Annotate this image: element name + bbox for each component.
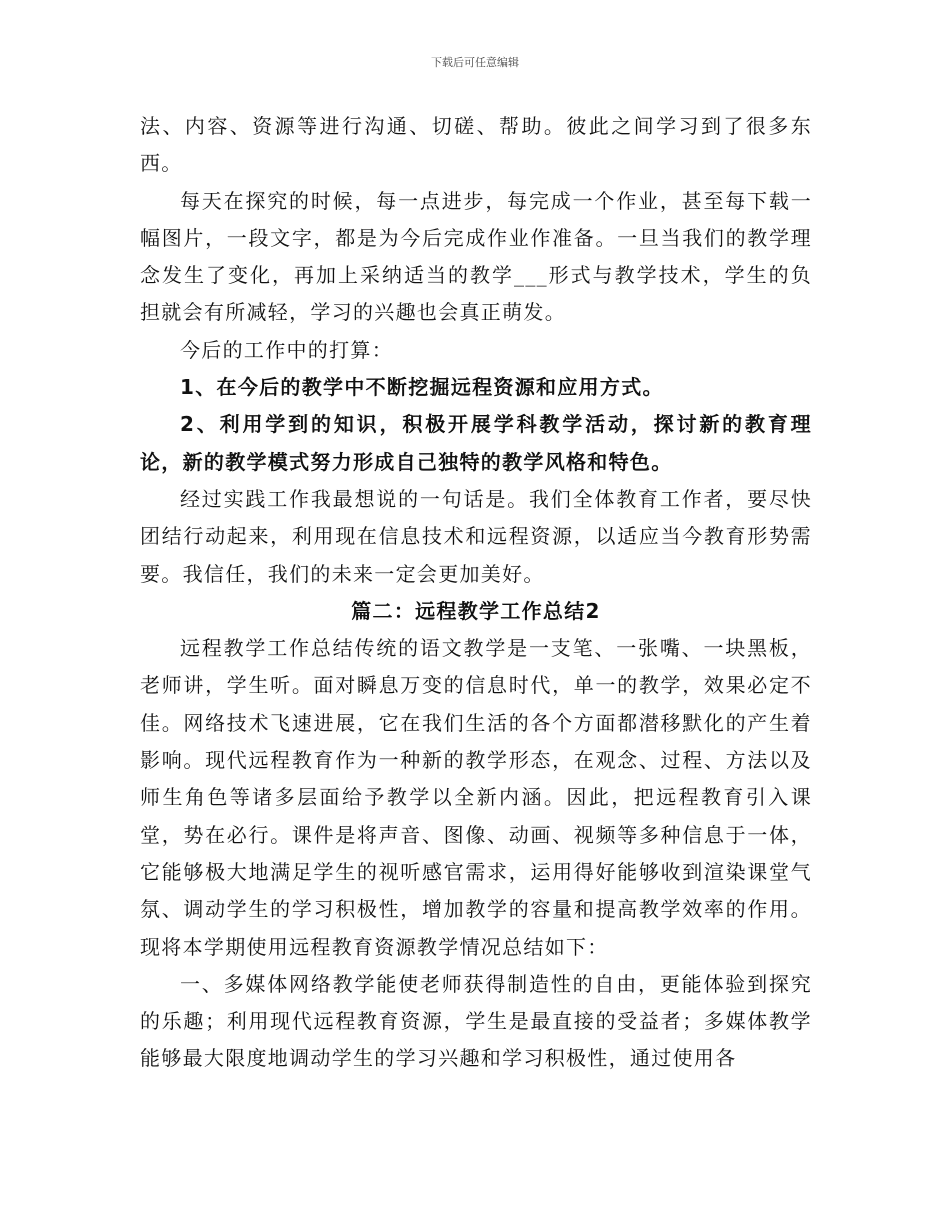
plan-item-2: 2、利用学到的知识，积极开展学科教学活动，探讨新的教育理论，新的教学模式努力形成自己独特的教学风格和特色。 bbox=[140, 412, 812, 474]
paragraph: 今后的工作中的打算： bbox=[180, 337, 393, 362]
paragraph: 经过实践工作我最想说的一句话是。我们全体教育工作者，要尽快团结行动起来，利用现在信息技术和远程资源，以适应当今教育形势需要。我信任，我们的未来一定会更加美好。 bbox=[140, 486, 812, 586]
document-body bbox=[140, 108, 812, 1078]
section-heading: 篇二：远程教学工作总结2 bbox=[351, 598, 601, 623]
paragraph: 远程教学工作总结传统的语文教学是一支笔、一张嘴、一块黑板，老师讲，学生听。面对瞬息万变的信息时代，单一的教学，效果必定不佳。网络技术飞速进展，它在我们生活的各个方面都潜移默化的产生着影响。现代远程教育作为一种新的教学形态，在观念、过程、方法以及师生角色等诸多层面给予教学以全新内涵。因此，把远程教育引入课堂，势在必行。课件是将声音、图像、动画、视频等多种信息于一体，它能够极大地满足学生的视听感官需求，运用得好能够收到渲染课堂气氛、调动学生的学习积极性，增加教学的容量和提高教学效率的作用。现将本学期使用远程教育资源教学情况总结如下： bbox=[140, 636, 812, 959]
paragraph: 一、多媒体网络教学能使老师获得制造性的自由，更能体验到探究的乐趣；利用现代远程教育资源，学生是最直接的受益者；多媒体教学能够最大限度地调动学生的学习兴趣和学习积极性，通过使用各 bbox=[140, 971, 812, 1071]
plan-item-1: 1、在今后的教学中不断挖掘远程资源和应用方式。 bbox=[180, 375, 664, 400]
paragraph: 每天在探究的时候，每一点进步，每完成一个作业，甚至每下载一幅图片，一段文字，都是为今后完成作业作准备。一旦当我们的教学理念发生了变化，再加上采纳适当的教学___形式与教学技术，学生的负担就会有所减轻，学习的兴趣也会真正萌发。 bbox=[140, 188, 812, 325]
page-header: 下载后可任意编辑 bbox=[431, 56, 519, 69]
paragraph: 法、内容、资源等进行沟通、切磋、帮助。彼此之间学习到了很多东西。 bbox=[140, 114, 812, 176]
